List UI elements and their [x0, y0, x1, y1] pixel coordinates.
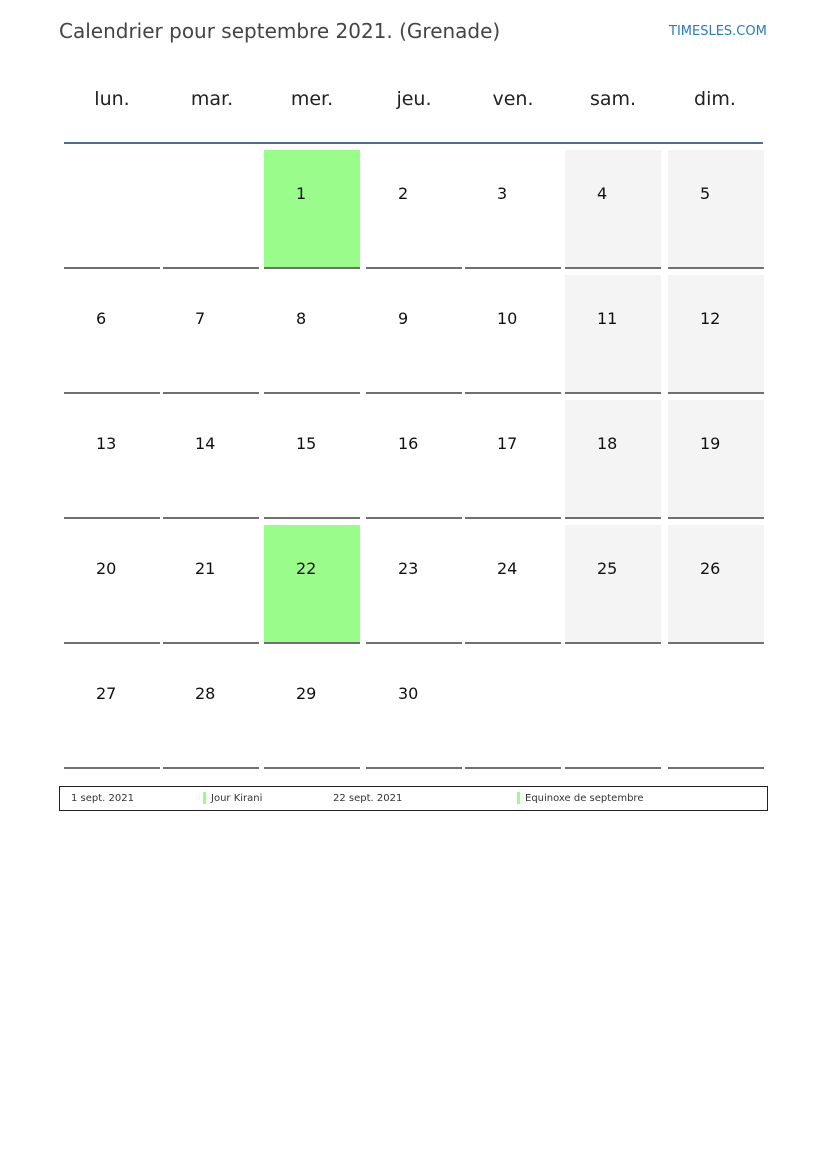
weekday-header — [64, 88, 763, 128]
day-cell — [163, 275, 259, 394]
day-number: 5 — [700, 184, 711, 203]
day-cell — [64, 400, 160, 519]
day-cell — [64, 525, 160, 644]
day-cell — [565, 150, 661, 269]
day-cell — [668, 150, 764, 269]
legend-date: 1 sept. 2021 — [71, 793, 134, 804]
day-cell — [366, 650, 462, 769]
page-title: Calendrier pour septembre 2021. (Grenade) — [59, 19, 501, 43]
day-number: 11 — [597, 309, 618, 328]
weekday-label: ven. — [492, 88, 534, 110]
day-number: 25 — [597, 559, 618, 578]
day-cell — [64, 150, 160, 269]
day-cell — [565, 400, 661, 519]
weekday-label: mer. — [290, 88, 334, 110]
legend-holiday-name: Equinoxe de septembre — [525, 793, 644, 804]
day-number: 8 — [296, 309, 307, 328]
day-number: 1 — [296, 184, 307, 203]
day-cell — [64, 275, 160, 394]
day-number: 24 — [497, 559, 518, 578]
day-cell — [264, 275, 360, 394]
day-cell — [64, 650, 160, 769]
holiday-legend — [59, 786, 768, 811]
day-cell — [668, 400, 764, 519]
header-divider — [64, 142, 763, 144]
legend-date: 22 sept. 2021 — [333, 793, 403, 804]
day-number: 23 — [398, 559, 419, 578]
day-number: 26 — [700, 559, 721, 578]
day-cell — [565, 275, 661, 394]
day-number: 20 — [96, 559, 117, 578]
day-cell — [465, 650, 561, 769]
day-number: 2 — [398, 184, 409, 203]
day-number: 7 — [195, 309, 206, 328]
day-number: 28 — [195, 684, 216, 703]
day-cell — [465, 525, 561, 644]
day-cell — [668, 525, 764, 644]
day-cell — [565, 525, 661, 644]
weekday-label: sam. — [589, 88, 637, 110]
day-number: 29 — [296, 684, 317, 703]
day-cell — [465, 150, 561, 269]
day-number: 13 — [96, 434, 117, 453]
day-cell — [163, 650, 259, 769]
day-cell — [668, 275, 764, 394]
legend-holiday-name: Jour Kirani — [211, 793, 263, 804]
day-number: 16 — [398, 434, 419, 453]
day-cell — [264, 525, 360, 644]
brand-link[interactable]: TIMESLES.COM — [669, 24, 767, 39]
day-cell — [163, 525, 259, 644]
day-number: 19 — [700, 434, 721, 453]
day-number: 6 — [96, 309, 107, 328]
day-number: 18 — [597, 434, 618, 453]
weekday-label: jeu. — [396, 88, 432, 110]
day-number: 9 — [398, 309, 409, 328]
day-number: 30 — [398, 684, 419, 703]
legend-swatch — [203, 792, 206, 804]
weekday-label: mar. — [190, 88, 234, 110]
day-cell — [366, 525, 462, 644]
day-number: 17 — [497, 434, 518, 453]
day-number: 21 — [195, 559, 216, 578]
day-cell — [465, 275, 561, 394]
day-cell — [565, 650, 661, 769]
day-number: 10 — [497, 309, 518, 328]
day-cell — [668, 650, 764, 769]
day-number: 12 — [700, 309, 721, 328]
day-number: 14 — [195, 434, 216, 453]
weekday-label: lun. — [94, 88, 130, 110]
day-cell — [163, 400, 259, 519]
day-cell — [366, 150, 462, 269]
day-cell — [163, 150, 259, 269]
weekday-label: dim. — [694, 88, 736, 110]
day-cell — [465, 400, 561, 519]
day-cell — [264, 400, 360, 519]
day-number: 22 — [296, 559, 317, 578]
day-number: 4 — [597, 184, 608, 203]
day-cell — [366, 400, 462, 519]
day-number: 27 — [96, 684, 117, 703]
day-cell — [264, 650, 360, 769]
legend-swatch — [517, 792, 520, 804]
day-number: 15 — [296, 434, 317, 453]
day-cell — [366, 275, 462, 394]
day-number: 3 — [497, 184, 508, 203]
day-cell — [264, 150, 360, 269]
